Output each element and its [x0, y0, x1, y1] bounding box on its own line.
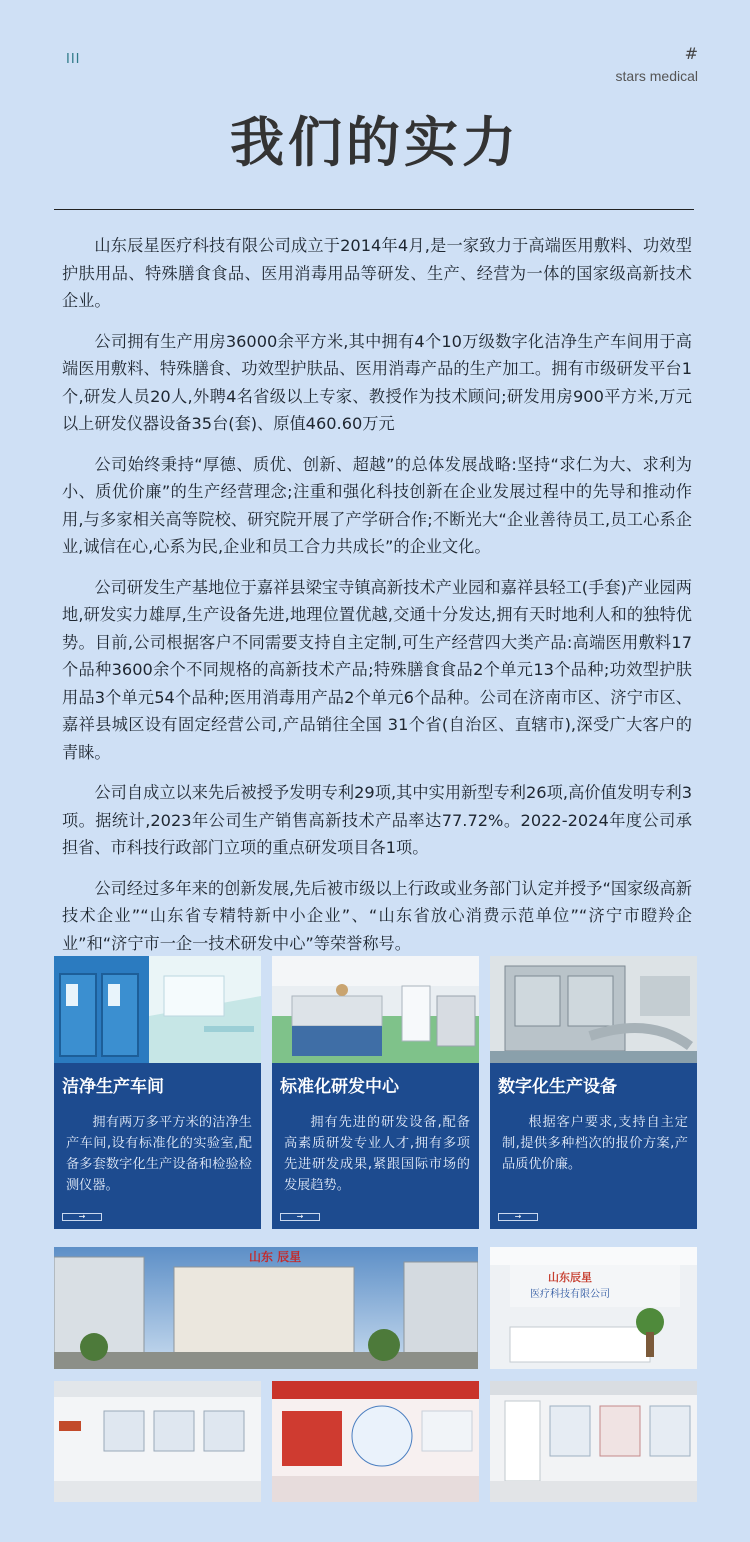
- brand-label: stars medical: [615, 68, 698, 84]
- exhibition-hall-photo-1: [54, 1381, 261, 1502]
- page-title: 我们的实力: [230, 111, 520, 174]
- intro-paragraph: 公司经过多年来的创新发展,先后被市级以上行政或业务部门认定并授予“国家级高新技术企业”“山东省专精特新中小企业”、“山东省放心消费示范单位”“济宁市瞪羚企业”和“济宁市一企一技术研发中心”等荣誉称号。: [62, 878, 692, 953]
- exhibition-hall-photo-2: [272, 1381, 479, 1502]
- building-sign: 山东 辰星: [249, 1250, 302, 1264]
- card-title: 标准化研发中心: [280, 1077, 399, 1097]
- intro-paragraph: 山东辰星医疗科技有限公司成立于2014年4月,是一家致力于高端医用敷料、功效型护肤用品、特殊膳食食品、医用消毒用品等研发、生产、经营为一体的国家级高新技术企业。: [62, 236, 692, 310]
- intro-paragraph: 公司拥有生产用房36000余平方米,其中拥有4个10万级数字化洁净生产车间用于高端医用敷料、特殊膳食、功效型护肤品、医用消毒产品的生产加工。拥有市级研发平台1个,研发人员20人,外聘4名省级以上专家、教授作为技术顾问;研发用房900平方米,万元以上研发仪器设备35台(套)、原值460.60万元: [62, 331, 692, 433]
- decor-mark: ΙΙΙ: [66, 52, 81, 67]
- card-description: 根据客户要求,支持自主定制,提供多种档次的报价方案,产品质优价廉。: [502, 1115, 688, 1172]
- lobby-sign-line1: 山东辰星: [548, 1271, 592, 1284]
- arrow-right-icon[interactable]: →: [280, 1213, 320, 1221]
- clean-workshop-photo: [54, 956, 261, 1063]
- card-title: 洁净生产车间: [62, 1077, 164, 1097]
- factory-building-photo: [54, 1247, 478, 1369]
- exhibition-hall-photo-3: [490, 1381, 697, 1502]
- card-description: 拥有先进的研发设备,配备高素质研发专业人才,拥有多项先进研发成果,紧跟国际市场的发展趋势。: [284, 1115, 470, 1193]
- lobby-photo: [490, 1247, 697, 1369]
- photo-gallery: [54, 1247, 697, 1502]
- card-description: 拥有两万多平方米的洁净生产车间,设有标准化的实验室,配备多套数字化生产设备和检验检测仪器。: [66, 1115, 252, 1193]
- arrow-right-icon[interactable]: →: [62, 1213, 102, 1221]
- digital-equipment-photo: [490, 956, 697, 1063]
- title-divider: [54, 209, 694, 210]
- rd-center-photo: [272, 956, 479, 1063]
- feature-card-rd-center[interactable]: [272, 956, 479, 1229]
- intro-paragraph: 公司始终秉持“厚德、质优、创新、超越”的总体发展战略:坚持“求仁为大、求利为小、质优价廉”的生产经营理念;注重和强化科技创新在企业发展过程中的先导和推动作用,与多家相关高等院校、研究院开展了产学研合作;不断光大“企业善待员工,员工心系企业,诚信在心,心系为民,企业和员工合力共成长”的企业文化。: [62, 454, 692, 556]
- intro-section: [62, 232, 692, 970]
- lobby-sign-line2: 医疗科技有限公司: [530, 1289, 610, 1300]
- card-title: 数字化生产设备: [498, 1077, 617, 1097]
- feature-card-digital-equipment[interactable]: [490, 956, 697, 1229]
- arrow-right-icon[interactable]: →: [498, 1213, 538, 1221]
- feature-card-clean-workshop[interactable]: [54, 956, 261, 1229]
- intro-paragraph: 公司自成立以来先后被授予发明专利29项,其中实用新型专利26项,高价值发明专利3项。据统计,2023年公司生产销售高新技术产品率达77.72%。2022-2024年度公司承担省、市科技行政部门立项的重点研发项目各1项。: [62, 783, 692, 857]
- hash-mark: #: [684, 44, 698, 63]
- intro-paragraph: 公司研发生产基地位于嘉祥县梁宝寺镇高新技术产业园和嘉祥县轻工(手套)产业园两地,研发实力雄厚,生产设备先进,地理位置优越,交通十分发达,拥有天时地利人和的独特优势。目前,公司根据客户不同需要支持自主定制,可生产经营四大类产品:高端医用敷料17个品种3600余个不同规格的高新技术产品;特殊膳食食品2个单元13个品种;功效型护肤用品3个单元54个品种;医用消毒用产品2个单元6个品种。公司在济南市区、济宁市区、嘉祥县城区设有固定经营公司,产品销往全国 31个省(自治区、直辖市),深受广大客户的青睐。: [62, 577, 692, 762]
- feature-cards: [54, 956, 697, 1229]
